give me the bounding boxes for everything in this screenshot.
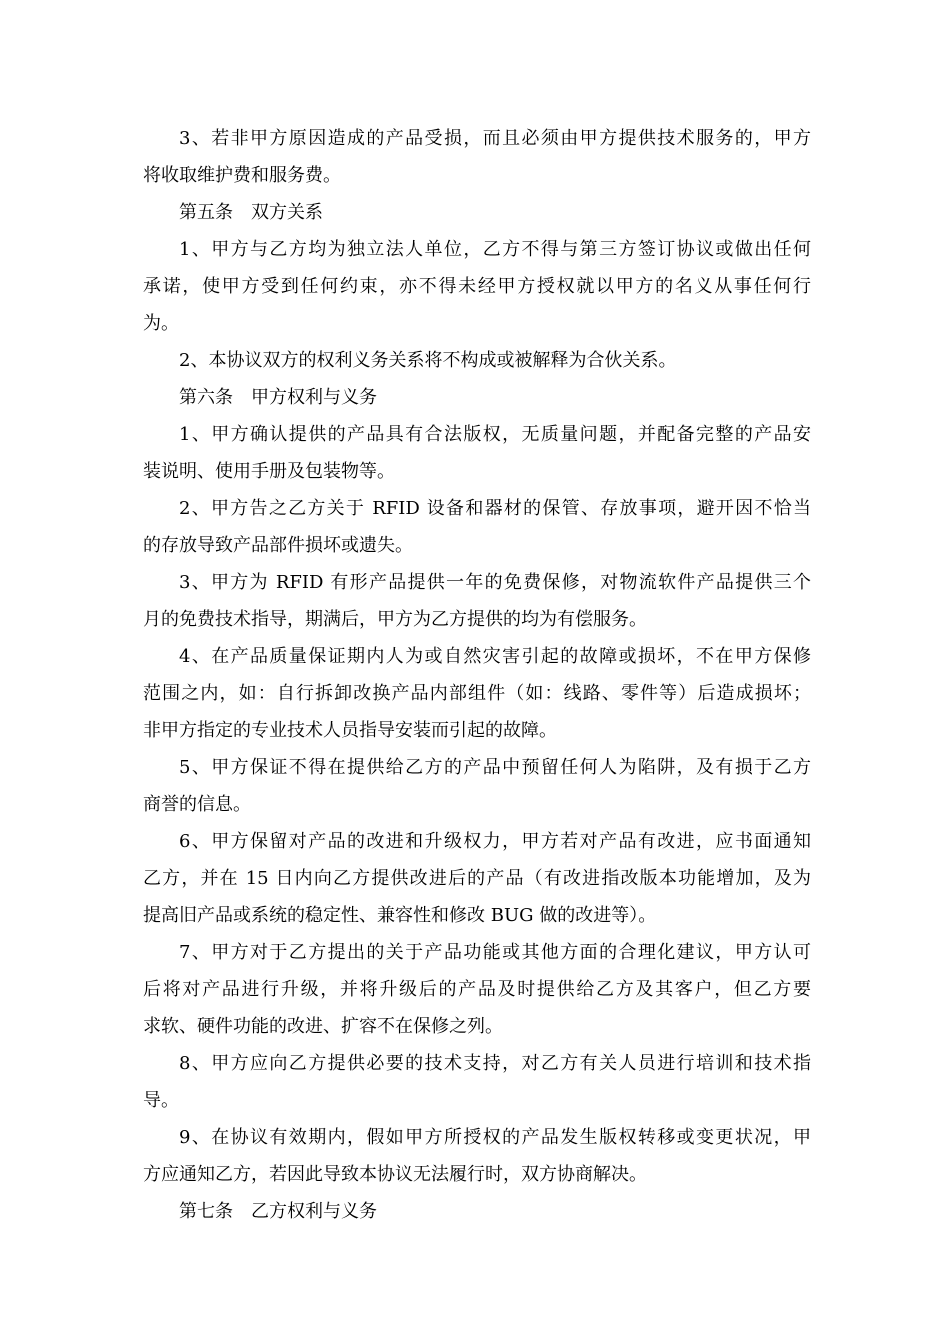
paragraph-line: 6、甲方保留对产品的改进和升级权力，甲方若对产品有改进，应书面通知 bbox=[179, 831, 811, 852]
paragraph-line: 承诺，使甲方受到任何约束，亦不得未经甲方授权就以甲方的名义从事任何行 bbox=[143, 276, 811, 297]
paragraph-line: 3、甲方为 RFID 有形产品提供一年的免费保修，对物流软件产品提供三个 bbox=[179, 572, 811, 593]
paragraph-line: 8、甲方应向乙方提供必要的技术支持，对乙方有关人员进行培训和技术指 bbox=[179, 1053, 811, 1074]
paragraph-line: 范围之内，如：自行拆卸改换产品内部组件（如：线路、零件等）后造成损坏； bbox=[143, 683, 811, 704]
paragraph-line: 7、甲方对于乙方提出的关于产品功能或其他方面的合理化建议，甲方认可 bbox=[179, 942, 811, 963]
paragraph-line: 后将对产品进行升级，并将升级后的产品及时提供给乙方及其客户，但乙方要 bbox=[143, 979, 811, 1000]
paragraph-line: 1、甲方确认提供的产品具有合法版权，无质量问题，并配备完整的产品安 bbox=[179, 424, 811, 445]
section-heading: 第七条 乙方权利与义务 bbox=[179, 1201, 377, 1222]
paragraph-line: 提高旧产品或系统的稳定性、兼容性和修改 BUG 做的改进等）。 bbox=[143, 905, 657, 926]
paragraph-line: 5、甲方保证不得在提供给乙方的产品中预留任何人为陷阱，及有损于乙方 bbox=[179, 757, 811, 778]
paragraph-line: 的存放导致产品部件损坏或遗失。 bbox=[143, 535, 413, 556]
paragraph-line: 求软、硬件功能的改进、扩容不在保修之列。 bbox=[143, 1016, 503, 1037]
paragraph-line: 导。 bbox=[143, 1090, 179, 1111]
paragraph-line: 3、若非甲方原因造成的产品受损，而且必须由甲方提供技术服务的，甲方 bbox=[179, 128, 811, 149]
paragraph-line: 非甲方指定的专业技术人员指导安装而引起的故障。 bbox=[143, 720, 557, 741]
paragraph-line: 为。 bbox=[143, 313, 179, 334]
paragraph-line: 商誉的信息。 bbox=[143, 794, 251, 815]
section-heading: 第五条 双方关系 bbox=[179, 202, 323, 223]
paragraph-line: 乙方，并在 15 日内向乙方提供改进后的产品（有改进指改版本功能增加，及为 bbox=[143, 868, 811, 889]
paragraph-line: 4、在产品质量保证期内人为或自然灾害引起的故障或损坏，不在甲方保修 bbox=[179, 646, 811, 667]
paragraph-line: 2、本协议双方的权利义务关系将不构成或被解释为合伙关系。 bbox=[179, 350, 677, 371]
paragraph-line: 将收取维护费和服务费。 bbox=[143, 165, 341, 186]
paragraph-line: 月的免费技术指导，期满后，甲方为乙方提供的均为有偿服务。 bbox=[143, 609, 647, 630]
paragraph-line: 9、在协议有效期内，假如甲方所授权的产品发生版权转移或变更状况，甲 bbox=[179, 1127, 811, 1148]
section-heading: 第六条 甲方权利与义务 bbox=[179, 387, 377, 408]
paragraph-line: 方应通知乙方，若因此导致本协议无法履行时，双方协商解决。 bbox=[143, 1164, 647, 1185]
paragraph-line: 1、甲方与乙方均为独立法人单位，乙方不得与第三方签订协议或做出任何 bbox=[179, 239, 811, 260]
paragraph-line: 2、甲方告之乙方关于 RFID 设备和器材的保管、存放事项，避开因不恰当 bbox=[179, 498, 811, 519]
paragraph-line: 装说明、使用手册及包装物等。 bbox=[143, 461, 395, 482]
